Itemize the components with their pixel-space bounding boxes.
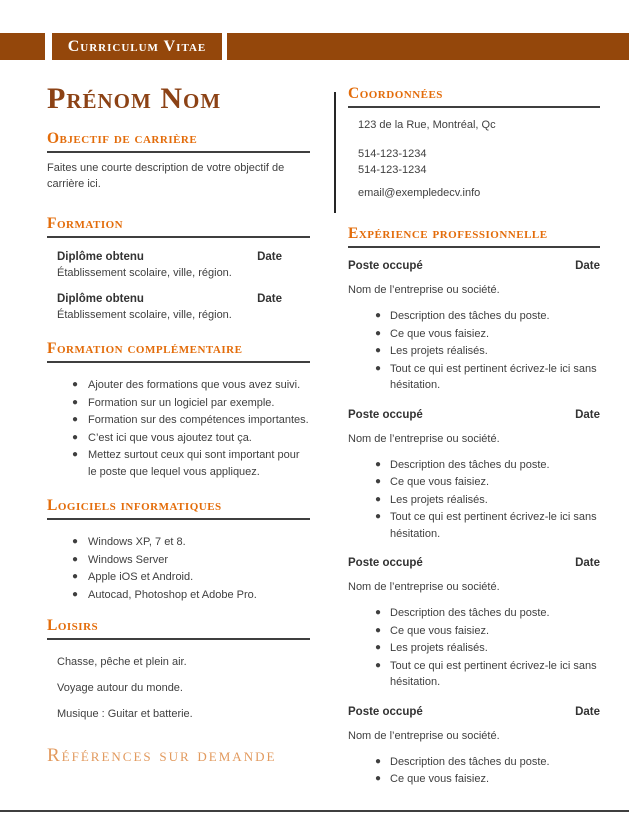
list-item-text: Ce que vous faisiez.: [390, 773, 490, 785]
phone-line: 514-123-1234: [358, 148, 427, 160]
list-item-text: Description des tâches du poste.: [390, 755, 550, 768]
job-bullet-list: [348, 457, 600, 543]
bullet-icon: ●: [72, 536, 79, 547]
section-loisirs: [47, 618, 310, 722]
formation-entry: [47, 291, 310, 323]
bullet-icon: ●: [72, 431, 79, 443]
job-date: Date: [575, 408, 600, 421]
job-entry: [348, 407, 600, 543]
job-title: Poste occupé: [348, 557, 423, 569]
list-item: [47, 430, 310, 447]
job-title-row: [348, 555, 600, 571]
bullet-icon: ●: [375, 476, 382, 487]
formation-entry-row: [47, 291, 310, 307]
bullet-icon: ●: [72, 588, 79, 600]
page-bottom-rule: [0, 810, 629, 812]
heading-rule: [47, 518, 310, 520]
heading-rule: [47, 638, 310, 640]
list-item-text: Formation sur des compétences importantes.: [88, 414, 309, 426]
header-bar-title-segment: [52, 33, 222, 60]
section-formation: [47, 216, 310, 323]
logiciels-list: [47, 534, 310, 603]
list-item-text: Ce que vous faisiez.: [390, 624, 490, 637]
job-bullet-list: [348, 308, 600, 394]
objectif-body: Faites une courte description de votre objectif de carrière ici.: [47, 162, 285, 190]
left-column: [47, 84, 310, 765]
bullet-icon: ●: [375, 310, 382, 321]
bullet-icon: ●: [375, 642, 382, 653]
list-item-text: Windows Server: [88, 553, 169, 566]
job-entries: [348, 258, 600, 788]
heading-rule: [47, 151, 310, 153]
job-title-row: [348, 258, 600, 274]
phone-block: [348, 146, 600, 178]
section-heading: Objectif de carrière: [47, 130, 198, 147]
formation-entry-row: [47, 249, 310, 265]
list-item: [47, 569, 310, 586]
hobby-line: Chasse, pêche et plein air.: [57, 656, 187, 668]
list-item-text: Les projets réalisés.: [390, 642, 488, 654]
list-item: [348, 308, 600, 325]
section-heading: Formation: [47, 215, 124, 232]
section-experience: [348, 226, 600, 788]
section-formation-complementaire: [47, 341, 310, 480]
section-logiciels: [47, 498, 310, 603]
list-item: [348, 474, 600, 491]
contact-vertical-rule: [334, 92, 336, 213]
list-item: [348, 754, 600, 771]
bullet-icon: ●: [375, 607, 382, 618]
hobby-line: Musique : Guitar et batterie.: [57, 708, 193, 720]
section-heading: Coordonnées: [348, 85, 443, 102]
list-item: [348, 640, 600, 657]
list-item-text: Ce que vous faisiez.: [390, 327, 490, 340]
list-item: [47, 534, 310, 551]
list-item: [348, 658, 600, 691]
job-title: Poste occupé: [348, 408, 423, 421]
heading-rule: [348, 106, 600, 108]
bullet-icon: ●: [375, 624, 382, 636]
list-item: [348, 361, 600, 394]
bullet-icon: ●: [375, 362, 382, 374]
list-item: [348, 343, 600, 360]
company-line: Nom de l’entreprise ou société.: [348, 729, 500, 742]
heading-rule: [47, 361, 310, 363]
phone-line: 514-123-1234: [358, 164, 427, 176]
job-date: Date: [575, 260, 600, 272]
bullet-icon: ●: [72, 396, 79, 408]
list-item-text: Apple iOS et Android.: [88, 571, 194, 583]
job-bullet-list: [348, 605, 600, 691]
company-line: Nom de l’entreprise ou société.: [348, 581, 500, 593]
list-item: [348, 605, 600, 622]
heading-rule: [348, 246, 600, 248]
list-item-text: Ajouter des formations que vous avez suivi.: [88, 379, 301, 391]
list-item-text: Description des tâches du poste.: [390, 607, 550, 619]
bullet-icon: ●: [72, 449, 79, 460]
bullet-icon: ●: [72, 571, 79, 582]
list-item: [348, 771, 600, 788]
list-item: [348, 623, 600, 640]
list-item-text: Ce que vous faisiez.: [390, 476, 490, 488]
section-heading: Formation complémentaire: [47, 340, 243, 357]
bullet-icon: ●: [72, 379, 79, 390]
section-heading: Expérience professionnelle: [348, 225, 548, 242]
email-line: email@exempledecv.info: [358, 187, 481, 199]
bullet-icon: ●: [72, 553, 79, 565]
list-item: [47, 395, 310, 412]
bullet-icon: ●: [375, 345, 382, 356]
list-item-text: Tout ce qui est pertinent écrivez-le ici sans hésitation.: [390, 511, 597, 540]
header-bar-right-segment: [227, 33, 629, 60]
address-line: 123 de la Rue, Montréal, Qc: [358, 119, 496, 131]
bullet-icon: ●: [375, 327, 382, 339]
job-title-row: [348, 704, 600, 720]
list-item: [348, 457, 600, 474]
list-item-text: Tout ce qui est pertinent écrivez-le ici sans hésitation.: [390, 362, 597, 391]
header-bar-left-segment: [0, 33, 45, 60]
job-date: Date: [575, 557, 600, 569]
list-item-text: Les projets réalisés.: [390, 493, 488, 506]
bullet-icon: ●: [72, 414, 79, 425]
bullet-icon: ●: [375, 493, 382, 505]
document-title: Curriculum Vitae: [67, 37, 207, 55]
bullet-icon: ●: [375, 511, 382, 522]
list-item-text: Windows XP, 7 et 8.: [88, 536, 186, 548]
list-item: [348, 492, 600, 509]
school-line: Établissement scolaire, ville, région.: [57, 267, 232, 279]
list-item: [47, 552, 310, 569]
list-item: [348, 326, 600, 343]
list-item-text: Formation sur un logiciel par exemple.: [88, 396, 275, 409]
section-heading: Loisirs: [47, 617, 99, 634]
job-date: Date: [575, 705, 600, 718]
bullet-icon: ●: [375, 659, 382, 671]
hobby-line: Voyage autour du monde.: [57, 682, 183, 694]
job-entry: [348, 704, 600, 788]
company-line: Nom de l’entreprise ou société.: [348, 432, 500, 445]
right-column: [348, 86, 600, 801]
list-item-text: Autocad, Photoshop et Adobe Pro.: [88, 588, 257, 601]
job-title-row: [348, 407, 600, 423]
section-heading: Logiciels informatiques: [47, 497, 222, 514]
references-note: Références sur demande: [47, 745, 277, 766]
list-item: [348, 509, 600, 542]
list-item: [47, 447, 310, 480]
school-line: Établissement scolaire, ville, région.: [57, 309, 232, 321]
job-entry: [348, 555, 600, 691]
job-title: Poste occupé: [348, 260, 423, 272]
bullet-icon: ●: [375, 755, 382, 767]
company-line: Nom de l’entreprise ou société.: [348, 284, 500, 296]
diploma-title: Diplôme obtenu: [57, 293, 144, 305]
formation-comp-list: [47, 377, 310, 480]
list-item-text: Les projets réalisés.: [390, 345, 488, 357]
list-item: [47, 587, 310, 604]
list-item: [47, 412, 310, 429]
job-title: Poste occupé: [348, 705, 423, 718]
job-entry: [348, 258, 600, 394]
formation-entries: [47, 249, 310, 323]
formation-entry: [47, 249, 310, 281]
list-item-text: Description des tâches du poste.: [390, 458, 550, 471]
heading-rule: [47, 236, 310, 238]
bullet-icon: ●: [375, 773, 382, 784]
section-objectif: [47, 131, 310, 192]
list-item-text: Description des tâches du poste.: [390, 310, 550, 322]
list-item-text: C’est ici que vous ajoutez tout ça.: [88, 431, 252, 444]
list-item-text: Tout ce qui est pertinent écrivez-le ici sans hésitation.: [390, 659, 597, 688]
diploma-date: Date: [257, 251, 282, 263]
list-item-text: Mettez surtout ceux qui sont important pour le poste que lequel vous appliquez.: [88, 449, 300, 478]
job-bullet-list: [348, 754, 600, 788]
candidate-name: Prénom Nom: [47, 82, 222, 115]
diploma-title: Diplôme obtenu: [57, 251, 144, 263]
diploma-date: Date: [257, 293, 282, 305]
list-item: [47, 377, 310, 394]
section-coordonnees: [348, 86, 600, 201]
bullet-icon: ●: [375, 458, 382, 470]
